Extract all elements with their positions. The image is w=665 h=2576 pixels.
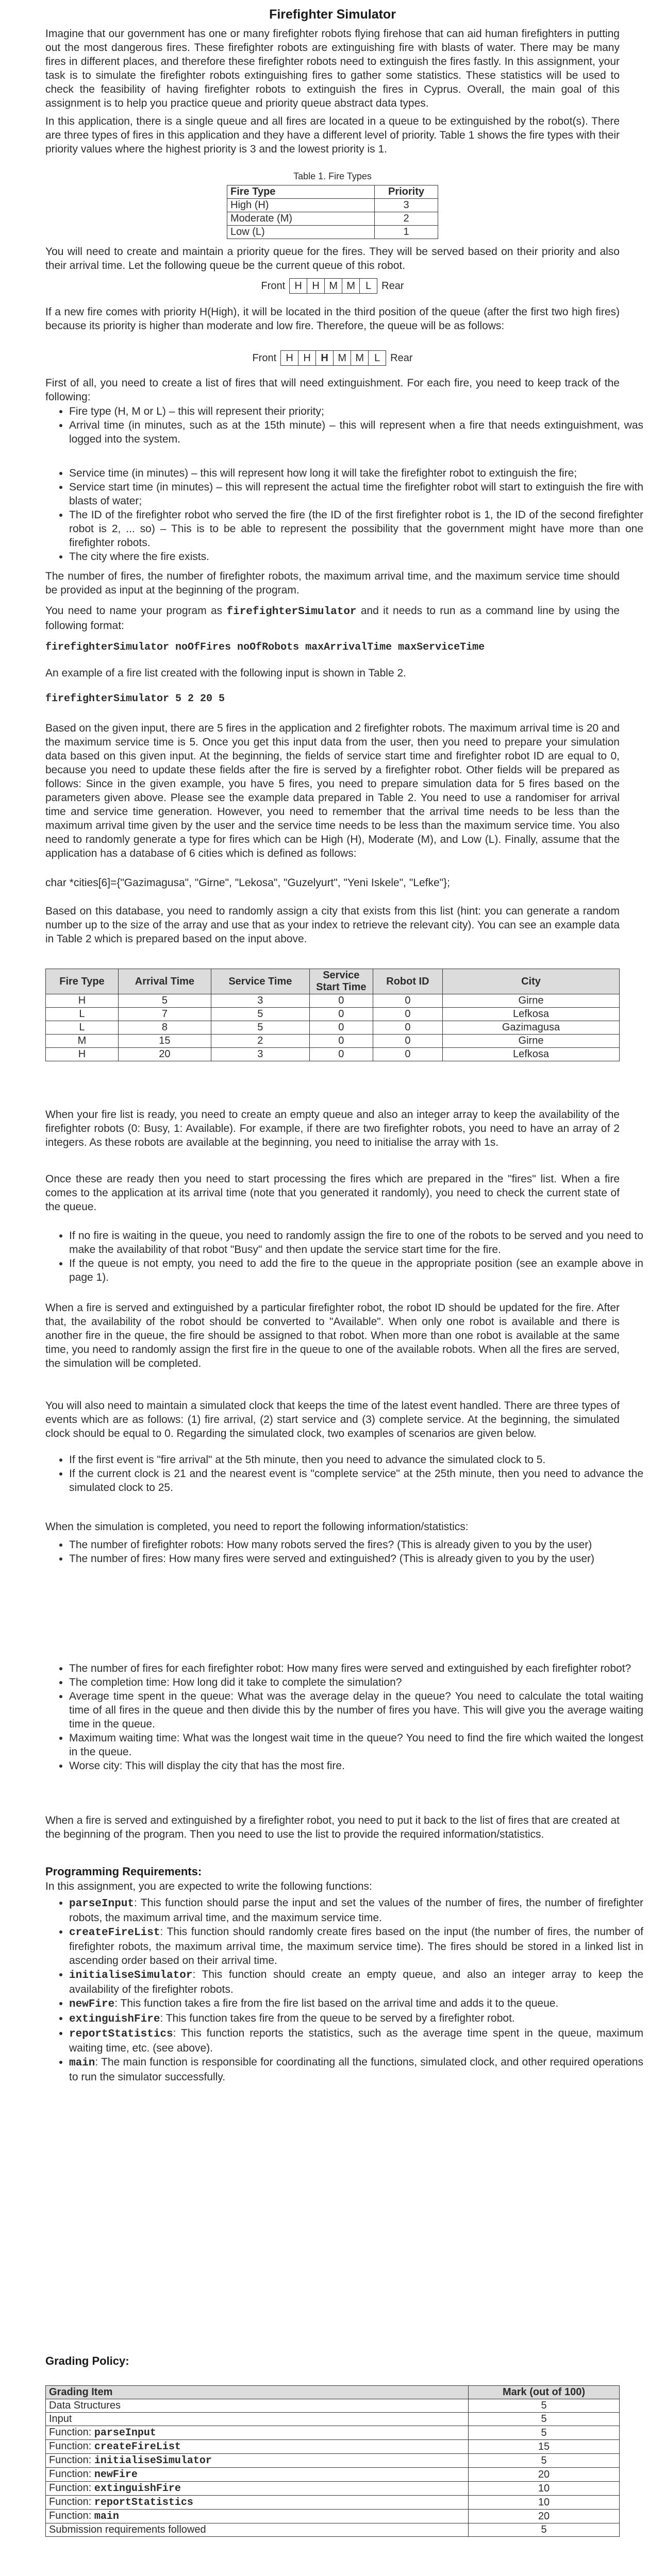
- queue-front-label: Front: [252, 352, 277, 364]
- grading-item: [46, 2426, 469, 2440]
- requirements-heading: Programming Requirements:: [45, 1865, 202, 1878]
- function-name: main: [69, 2057, 95, 2069]
- intro-paragraph-5: First of all, you need to create a list of fires that will need extinguishment. For each fire, you need to keep track of the following:: [45, 377, 620, 403]
- grading-mark: 5: [469, 2523, 620, 2537]
- requirement-text: : This function should create an empty queue, and also an integer array to keep the availability of the firefighter robots.: [69, 1969, 643, 1995]
- list-item: • Average time spent in the queue: What was the average delay in the queue? You need to calculate the total waiting time of all fires in the queue and then divide this by the number of fires you have. This will give you the average waiting time in the queue.: [69, 1689, 643, 1731]
- list-item: • Service time (in minutes) – this will represent how long it will take the firefighter robot to extinguish the fire;: [69, 466, 643, 480]
- function-name: newFire: [69, 1998, 115, 2010]
- grading-item: [46, 2454, 469, 2468]
- table2-header: Arrival Time: [118, 969, 211, 994]
- table2-cell: M: [46, 1035, 119, 1048]
- cities-array: char *cities[6]={"Gazimagusa", "Girne", "Lekosa", "Guzelyurt", "Yeni Iskele", "Lefke"};: [45, 877, 450, 889]
- table1-block: [45, 171, 620, 239]
- table2-cell: 0: [309, 1008, 373, 1021]
- table2-block: [45, 969, 620, 1061]
- fire-fields-list-1: [45, 404, 643, 446]
- queue-cell: H: [290, 279, 307, 293]
- table1-cell: 2: [375, 212, 438, 226]
- grading-prefix: Function:: [49, 2454, 94, 2466]
- grading-item-text: reportStatistics: [94, 2497, 193, 2509]
- statistics-list-1: [45, 1538, 643, 1566]
- paragraph-10: Based on this database, you need to randomly assign a city that exists from this list (hint: you can generate a random number up to the size of the array and use that as your index to retrieve the relevant city). You can see an example data in Table 2 which is prepared based on the input above.: [45, 905, 620, 945]
- page-title: Firefighter Simulator: [269, 7, 396, 22]
- list-item: • If the queue is not empty, you need to add the fire to the queue in the appropriate position (see an example above in page 1).: [69, 1257, 643, 1284]
- paragraph-6: The number of fires, the number of firefighter robots, the maximum arrival time, and the maximum service time should be provided as input at the beginning of the program.: [45, 570, 620, 596]
- grading-prefix: Function:: [49, 2427, 94, 2438]
- queue-boxes: [289, 278, 377, 294]
- paragraph-12: Once these are ready then you need to start processing the fires which are prepared in the "fires" list. When a fire comes to the application at its arrival time (note that you generated it randomly), you need to check the current state of the queue.: [45, 1173, 620, 1213]
- grading-heading: Grading Policy:: [45, 2354, 129, 2367]
- paragraph-16: When a fire is served and extinguished by a firefighter robot, you need to put it back to the list of fires that are created at the beginning of the program. Then you need to use the list to provide the required information/statistics.: [45, 1815, 620, 1840]
- para7-text: You need to name your program as: [45, 605, 227, 617]
- table2-cell: Girne: [443, 994, 620, 1008]
- queue-cell: L: [374, 352, 380, 364]
- requirement-item: [69, 2026, 643, 2055]
- requirement-text: : This function takes a fire from the fire list based on the arrival time and adds it to the queue.: [114, 1997, 559, 2009]
- table-row: [46, 1021, 620, 1035]
- table1-cell: 1: [375, 226, 438, 239]
- list-item: • If no fire is waiting in the queue, you need to randomly assign the fire to one of the robots to be served and you need to make the availability of that robot "Busy" and then update the service start time for the fire.: [69, 1229, 643, 1257]
- grading-item: [46, 2523, 469, 2537]
- list-item: • Arrival time (in minutes, such as at the 15th minute) – this will represent when a fire that needs extinguishment, was logged into the system.: [69, 418, 643, 446]
- requirement-text: : This function should randomly create fires based on the input (the number of fires, the number of firefighter robots, the maximum arrival time, the maximum service time). The fires should be stored in a linked list in ascending order based on their arrival time.: [69, 1926, 643, 1967]
- grading-mark: 10: [469, 2496, 620, 2510]
- table2-cell: 3: [211, 994, 309, 1008]
- intro-paragraph-2: In this application, there is a single queue and all fires are located in a queue to be extinguished by the robot(s). There are three types of fires in this application and they have a different level of priority. Table 1 shows the fire types with their priority values where the highest priority is 3 and the lowest priority is 1.: [45, 115, 620, 155]
- table2-cell: 5: [118, 994, 211, 1008]
- table2-cell: 0: [373, 1008, 442, 1021]
- table-row: [46, 2413, 620, 2426]
- intro-paragraph-3: You will need to create and maintain a priority queue for the fires. They will be served based on their priority and also their arrival time. Let the following queue be the current queue of this robot.: [45, 246, 620, 272]
- grading-block: [45, 2385, 620, 2537]
- command-format: firefighterSimulator noOfFires noOfRobots maxArrivalTime maxServiceTime: [45, 641, 485, 653]
- table2-cell: L: [46, 1008, 119, 1021]
- grading-item: [46, 2482, 469, 2496]
- grading-item: [46, 2413, 469, 2426]
- table2-cell: 0: [309, 1048, 373, 1061]
- list-item: • The ID of the firefighter robot who served the fire (the ID of the first firefighter robot is 1, the ID of the second firefighter robot is 2, ... so) – This is to be able to represent the possibility that the government might have more than one firefighter robots.: [69, 508, 643, 550]
- grading-item: [46, 2440, 469, 2454]
- grading-item: [46, 2468, 469, 2482]
- grading-item-text: createFireList: [94, 2441, 181, 2453]
- list-item: • Service start time (in minutes) – this will represent the actual time the firefighter robot will start to extinguish the fire with blasts of water;: [69, 480, 643, 508]
- grading-item-text: newFire: [94, 2469, 138, 2481]
- intro-paragraph-1: Imagine that our government has one or many firefighter robots flying firehose that can aid human firefighters in putting out the most dangerous fires. These firefighter robots are extinguishing fire with blasts of water. There may be many fires in different places, and therefore these firefighter robots need to extinguish the fires fastly. In this assignment, your task is to simulate the firefighter robots extinguishing fires to gather some statistics. These statistics will be used to check the feasibility of having firefighter robots to extinguish the fires in Cyprus. Overall, the main goal of this assignment is to help you practice queue and priority queue abstract data types.: [45, 28, 620, 109]
- grading-item-text: extinguishFire: [94, 2483, 181, 2495]
- table2-cell: 0: [373, 1048, 442, 1061]
- requirement-item: [69, 1896, 643, 1925]
- grading-mark: 5: [469, 2399, 620, 2413]
- table1-cell: Low (L): [227, 226, 375, 239]
- table2-cell: 2: [211, 1035, 309, 1048]
- table-row: [46, 994, 620, 1008]
- grading-prefix: Function:: [49, 2482, 94, 2494]
- paragraph-13: When a fire is served and extinguished by a particular firefighter robot, the robot ID should be updated for the fire. After that, the availability of the robot should be converted to "Available". When only one robot is available and there is another fire in the queue, the fire should be assigned to that robot. When more than one robot is available at the same time, you need to randomly assign the first fire in the queue to one of the available robots. When all the fires are served, the simulation will be completed.: [45, 1302, 620, 1369]
- table1-caption: Table 1. Fire Types: [293, 171, 372, 181]
- paragraph-14: You will also need to maintain a simulated clock that keeps the time of the latest event handled. There are three types of events which are as follows: (1) fire arrival, (2) start service and (3) complete service. At the beginning, the simulated clock should be equal to 0. Regarding the simulated clock, two examples of scenarios are given below.: [45, 1400, 620, 1439]
- grading-prefix: Function:: [49, 2496, 94, 2507]
- requirement-item: [69, 1996, 643, 2011]
- function-name: createFireList: [69, 1927, 160, 1939]
- table2-cell: Gazimagusa: [443, 1021, 620, 1035]
- list-item: • The number of fires: How many fires were served and extinguished? (This is already given to you by the user): [69, 1552, 643, 1566]
- table-row: [46, 2454, 620, 2468]
- requirement-item: [69, 1968, 643, 1996]
- table2-cell: 0: [309, 1035, 373, 1048]
- grading-header: Grading Item: [46, 2386, 469, 2399]
- table-row: [46, 2440, 620, 2454]
- paragraph-7: [45, 604, 620, 633]
- table2-cell: 15: [118, 1035, 211, 1048]
- queue-diagram-1: [45, 278, 620, 294]
- requirement-text: : This function should parse the input and set the values of the number of fires, the number of firefighter robots, the maximum arrival time, and the maximum service time.: [69, 1897, 643, 1924]
- table2-header: Service Start Time: [309, 969, 373, 994]
- grading-mark: 5: [469, 2413, 620, 2426]
- grading-item-text: parseInput: [94, 2427, 156, 2439]
- table2-header: Robot ID: [373, 969, 442, 994]
- grading-item-text: main: [94, 2511, 119, 2522]
- table1-header: Priority: [375, 185, 438, 199]
- table2-header: Fire Type: [46, 969, 119, 994]
- paragraph-15: When the simulation is completed, you need to report the following information/statistics:: [45, 1521, 469, 1533]
- grading-item: [46, 2510, 469, 2523]
- intro-paragraph-4: If a new fire comes with priority H(High), it will be located in the third position of the queue (after the first two high fires) because its priority is higher than moderate and low fire. Therefore, the queue will be as follows:: [45, 306, 620, 332]
- list-item: • Fire type (H, M or L) – this will represent their priority;: [69, 404, 643, 418]
- grading-item-text: Submission requirements followed: [49, 2524, 206, 2535]
- queue-cell-new: H: [316, 351, 334, 365]
- list-item: • If the first event is "fire arrival" at the 5th minute, then you need to advance the simulated clock to 5.: [69, 1453, 643, 1467]
- table2-cell: 7: [118, 1008, 211, 1021]
- requirements-list: [45, 1896, 643, 2084]
- list-item: • Worse city: This will display the city that has the most fire.: [69, 1759, 643, 1773]
- list-item: • The number of fires for each firefighter robot: How many fires were served and extinguished by each firefighter robot?: [69, 1662, 643, 1675]
- grading-mark: 15: [469, 2440, 620, 2454]
- requirement-item: [69, 2011, 643, 2026]
- requirement-item: [69, 1925, 643, 1968]
- table2-cell: L: [46, 1021, 119, 1035]
- list-item: • Maximum waiting time: What was the longest wait time in the queue? You need to find the fire which waited the longest in the queue.: [69, 1731, 643, 1759]
- clock-examples-list: [45, 1453, 643, 1495]
- grading-header: Mark (out of 100): [469, 2386, 620, 2399]
- requirements-intro: In this assignment, you are expected to write the following functions:: [45, 1880, 372, 1892]
- table2-cell: 5: [211, 1008, 309, 1021]
- table-row: [46, 2496, 620, 2510]
- requirement-text: : This function reports the statistics, such as the average time spent in the queue, maximum waiting time, etc. (see above).: [69, 2027, 643, 2054]
- queue-cell: H: [298, 351, 316, 365]
- requirement-text: : This function takes fire from the queue to be served by a firefighter robot.: [160, 2012, 515, 2024]
- table2-cell: 0: [309, 1021, 373, 1035]
- queue-cell: M: [351, 351, 369, 365]
- table2-cell: 8: [118, 1021, 211, 1035]
- grading-item: [46, 2496, 469, 2510]
- queue-front-label: Front: [261, 280, 286, 292]
- fire-fields-list-2: [45, 466, 643, 564]
- requirement-text: : The main function is responsible for coordinating all the functions, simulated clock, and other required operations to run the simulator successfully.: [69, 2056, 643, 2083]
- program-name: firefighterSimulator: [226, 606, 357, 618]
- table-row: [46, 2399, 620, 2413]
- table2-header: Service Time: [211, 969, 309, 994]
- table2-cell: Girne: [443, 1035, 620, 1048]
- grading-mark: 10: [469, 2482, 620, 2496]
- grading-item-text: initialiseSimulator: [94, 2455, 212, 2467]
- queue-cell: M: [334, 351, 351, 365]
- para7-text: and it needs to run as a command line by using the following format:: [45, 605, 620, 632]
- table2-cell: H: [46, 1048, 119, 1061]
- queue-rules-list: [45, 1229, 643, 1284]
- function-name: reportStatistics: [69, 2028, 173, 2040]
- table-row: [46, 1048, 620, 1061]
- queue-cell: M: [342, 279, 360, 293]
- queue-cell: H: [307, 279, 325, 293]
- queue-diagram-2: [45, 350, 620, 366]
- table2-cell: Lefkosa: [443, 1008, 620, 1021]
- table-row: [46, 2426, 620, 2440]
- grading-prefix: Function:: [49, 2441, 94, 2452]
- table-row: [46, 2468, 620, 2482]
- paragraph-8: An example of a fire list created with the following input is shown in Table 2.: [45, 667, 406, 679]
- paragraph-9: Based on the given input, there are 5 fires in the application and 2 firefighter robots. The maximum arrival time is 20 and the maximum service time is 5. Once you get this input data from the user, then you need to prepare your simulation data based on this given input. At the beginning, the fields of service start time and firefighter robot ID are equal to 0, because you need to update these fields after the fire is served by a firefighter robot. Other fields will be prepared as follows: Since in the given example, you have 5 fires, you need to prepare simulation data for 5 fires based on the parameters given above. Please see the example data prepared in Table 2. You need to use a randomiser for arrival time and service time generation. However, you need to remember that the arrival time needs to be less than the maximum arrival time given by the user and the service time needs to be less than the maximum service time. You also need to randomly generate a type for fires which can be High (H), Moderate (M), and Low (L). Finally, assume that the application has a database of 6 cities which is defined as follows:: [45, 722, 620, 859]
- grading-mark: 5: [469, 2454, 620, 2468]
- grading-mark: 20: [469, 2510, 620, 2523]
- paragraph-11: When your fire list is ready, you need to create an empty queue and also an integer array to keep the availability of the firefighter robots (0: Busy, 1: Available). For example, if there are two firefighter robots, you need to have an array of 2 integers. As these robots are available at the beginning, you need to initialise the array with 1s.: [45, 1109, 620, 1148]
- list-item: • If the current clock is 21 and the nearest event is "complete service" at the 25th minute, then you need to advance the simulated clock to 25.: [69, 1467, 643, 1495]
- table1-cell: High (H): [227, 199, 375, 212]
- fire-list-table: [45, 969, 620, 1061]
- table2-cell: Lefkosa: [443, 1048, 620, 1061]
- table2-header: City: [443, 969, 620, 994]
- table2-cell: 0: [309, 994, 373, 1008]
- command-example: firefighterSimulator 5 2 20 5: [45, 693, 225, 705]
- table1-header: Fire Type: [227, 185, 375, 199]
- queue-rear-label: Rear: [381, 280, 404, 292]
- list-item: • The completion time: How long did it take to complete the simulation?: [69, 1675, 643, 1689]
- table-row: [46, 1035, 620, 1048]
- table2-cell: 0: [373, 1021, 442, 1035]
- grading-mark: 20: [469, 2468, 620, 2482]
- function-name: parseInput: [69, 1898, 135, 1910]
- queue-cell: H: [281, 351, 298, 365]
- requirement-item: [69, 2055, 643, 2084]
- queue-cell: L: [365, 280, 372, 292]
- statistics-list-2: [45, 1662, 643, 1773]
- table-row: [46, 2510, 620, 2523]
- fire-types-table: [227, 185, 438, 239]
- table-row: [46, 1008, 620, 1021]
- queue-boxes: [280, 350, 386, 366]
- table2-cell: 0: [373, 1035, 442, 1048]
- queue-rear-label: Rear: [390, 352, 413, 364]
- grading-prefix: Function:: [49, 2468, 94, 2480]
- table1-cell: 3: [375, 199, 438, 212]
- table1-cell: Moderate (M): [227, 212, 375, 226]
- list-item: • The number of firefighter robots: How many robots served the fires? (This is already given to you by the user): [69, 1538, 643, 1552]
- function-name: extinguishFire: [69, 2013, 160, 2025]
- table2-cell: 20: [118, 1048, 211, 1061]
- grading-item-text: Data Structures: [49, 2400, 121, 2411]
- table2-cell: 0: [373, 994, 442, 1008]
- grading-table: [45, 2385, 620, 2537]
- table-row: [46, 2523, 620, 2537]
- queue-cell: M: [325, 279, 342, 293]
- table2-cell: 5: [211, 1021, 309, 1035]
- list-item: • The city where the fire exists.: [69, 550, 643, 564]
- function-name: initialiseSimulator: [69, 1970, 193, 1981]
- grading-mark: 5: [469, 2426, 620, 2440]
- table2-cell: H: [46, 994, 119, 1008]
- grading-item-text: Input: [49, 2413, 72, 2425]
- table-row: [46, 2482, 620, 2496]
- grading-prefix: Function:: [49, 2510, 94, 2521]
- grading-item: [46, 2399, 469, 2413]
- table2-cell: 3: [211, 1048, 309, 1061]
